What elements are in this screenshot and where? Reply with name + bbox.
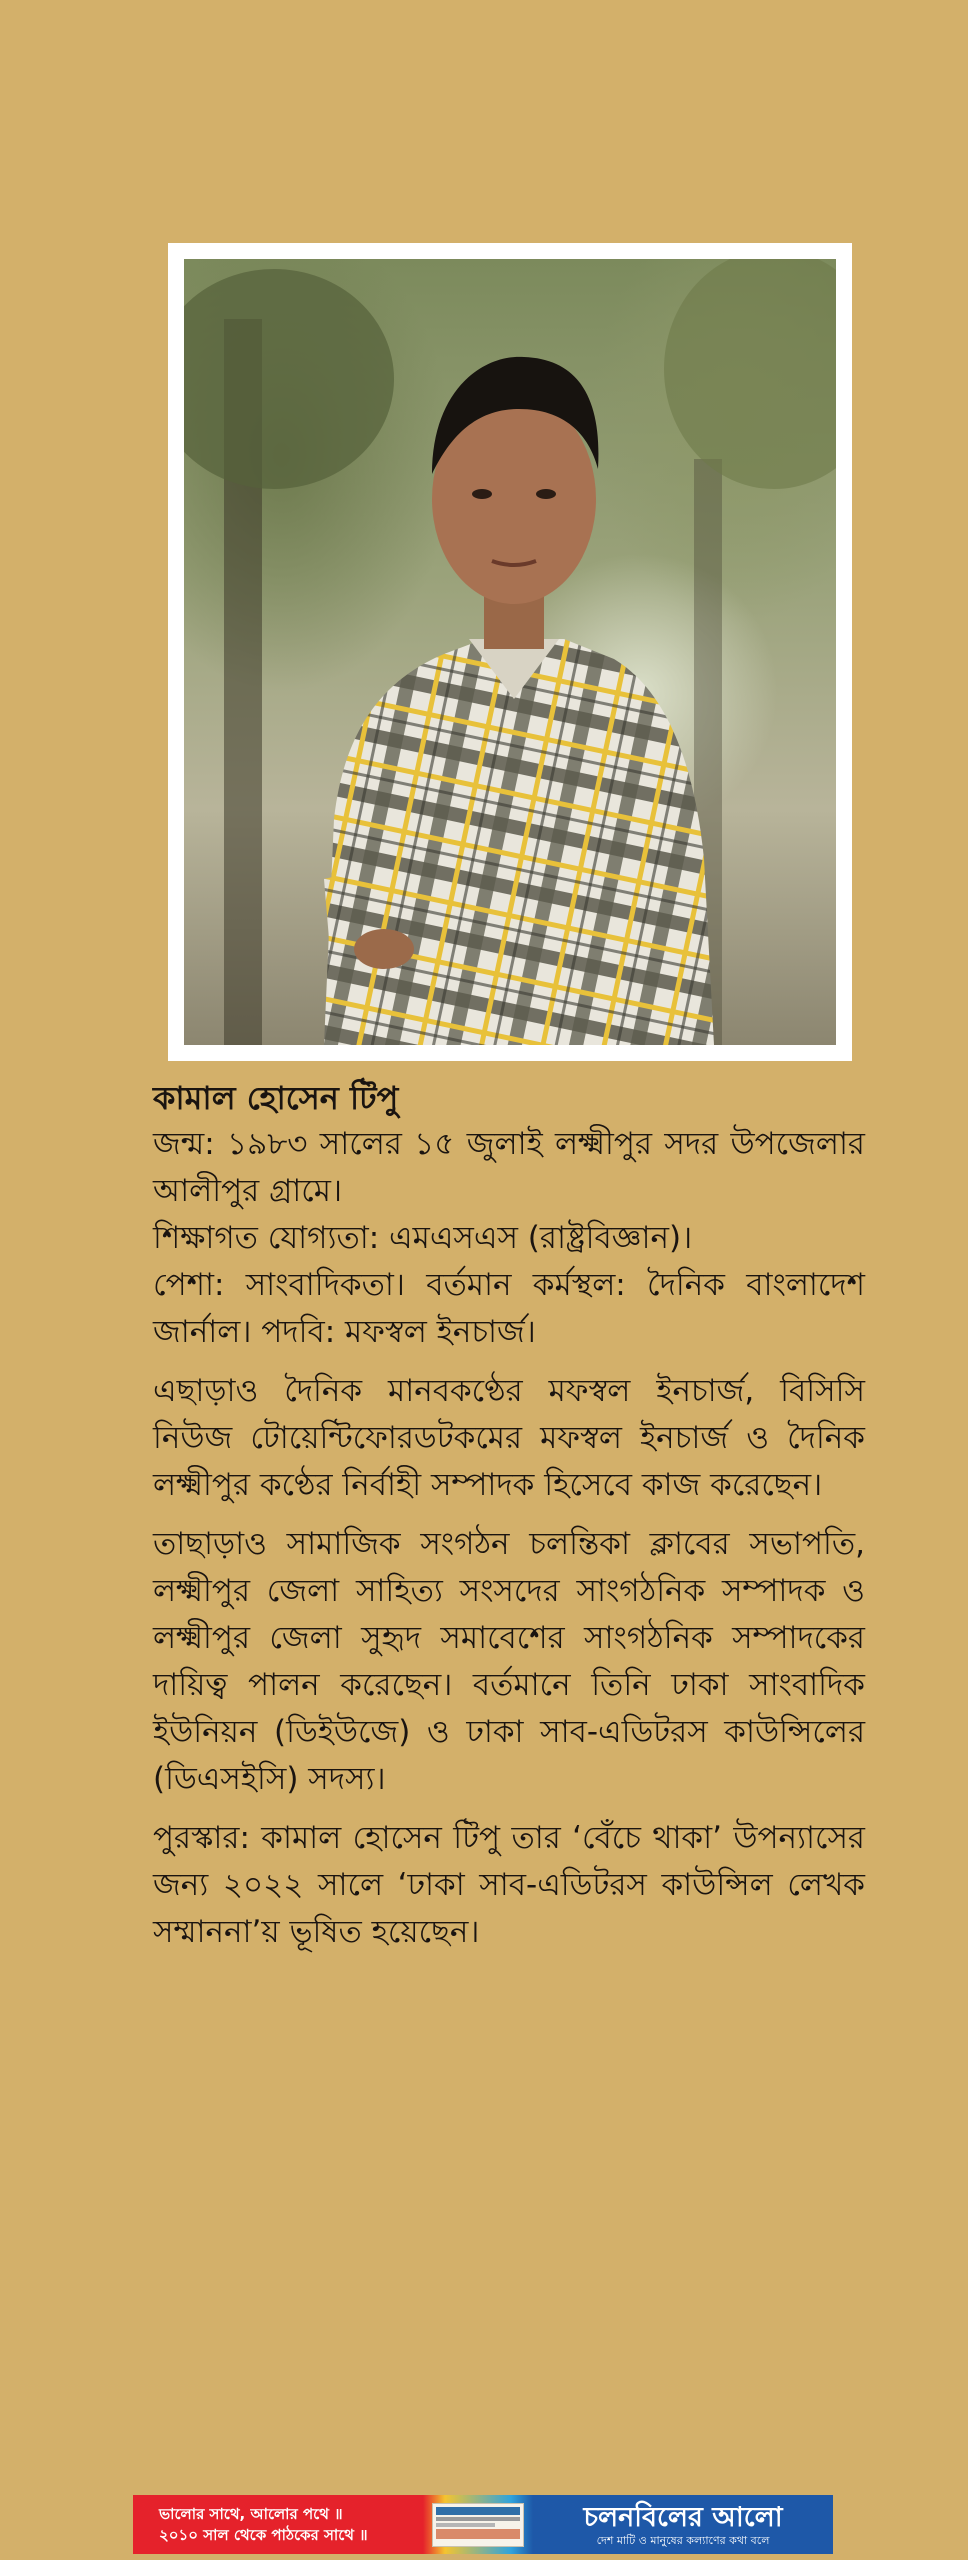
banner-brand-block: [533, 2495, 833, 2554]
banner-slogan: [133, 2495, 423, 2554]
birth-info: জন্ম: ১৯৮৩ সালের ১৫ জুলাই লক্ষ্মীপুর সদর উপজেলার আলীপুর গ্রামে।: [153, 1126, 865, 1209]
author-name: কামাল হোসেন টিপু: [153, 1079, 399, 1117]
newspaper-thumbnail-icon: [432, 2503, 524, 2547]
author-portrait-image: [184, 259, 836, 1045]
banner-brand-name: চলনবিলের আলো: [583, 2501, 783, 2533]
banner-newspaper: [423, 2495, 533, 2554]
banner-slogan-line2: ২০১০ সাল থেকে পাঠকের সাথে ॥: [159, 2525, 368, 2544]
social-roles-info: তাছাড়াও সামাজিক সংগঠন চলন্তিকা ক্লাবের সভাপতি, লক্ষ্মীপুর জেলা সাহিত্য সংসদের সাংগঠনিক সম্পাদক ও লক্ষ্মীপুর জেলা সুহৃদ সমাবেশের সাংগঠনিক সম্পাদকের দায়িত্ব পালন করেছেন। বর্তমানে তিনি ঢাকা সাংবাদিক ইউনিয়ন (ডিইউজে) ও ঢাকা সাব-এডিটরস কাউন্সিলের (ডিএসইসি) সদস্য।: [153, 1526, 865, 1797]
publisher-banner: [133, 2495, 833, 2554]
author-photo: [184, 259, 836, 1045]
biography-section: [153, 1075, 865, 1968]
banner-slogan-line1: ভালোর সাথে, আলোর পথে ॥: [159, 2504, 343, 2523]
author-photo-frame: [168, 243, 852, 1061]
profession-info: পেশা: সাংবাদিকতা। বর্তমান কর্মস্থল: দৈনিক বাংলাদেশ জার্নাল। পদবি: মফস্বল ইনচার্জ।: [153, 1267, 865, 1350]
banner-tagline: দেশ মাটি ও মানুষের কল্যাণের কথা বলে: [596, 2533, 770, 2547]
award-info: পুরস্কার: কামাল হোসেন টিপু তার ‘বেঁচে থাকা’ উপন্যাসের জন্য ২০২২ সালে ‘ঢাকা সাব-এডিটরস কাউন্সিল লেখক সম্মাননা’য় ভূষিত হয়েছেন।: [153, 1820, 865, 1950]
education-info: শিক্ষাগত যোগ্যতা: এমএসএস (রাষ্ট্রবিজ্ঞান)।: [153, 1220, 693, 1256]
previous-work-info: এছাড়াও দৈনিক মানবকণ্ঠের মফস্বল ইনচার্জ, বিসিসি নিউজ টোয়েন্টিফোরডটকমের মফস্বল ইনচার্জ ও দৈনিক লক্ষ্মীপুর কণ্ঠের নির্বাহী সম্পাদক হিসেবে কাজ করেছেন।: [153, 1373, 865, 1503]
